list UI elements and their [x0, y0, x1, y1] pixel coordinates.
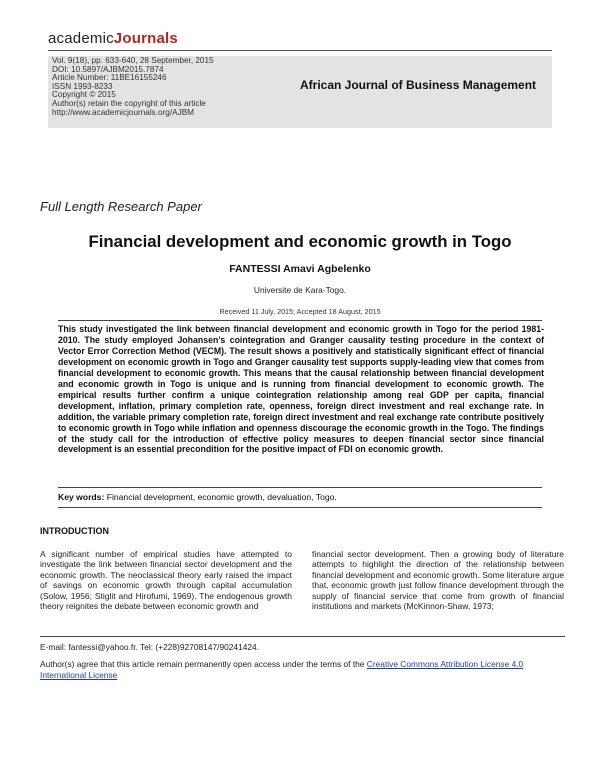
article-type: Full Length Research Paper — [40, 199, 202, 214]
received-dates: Received 11 July, 2015; Accepted 18 August, 2015 — [219, 307, 381, 316]
author-affiliation: Universite de Kara-Togo. — [253, 285, 347, 295]
journal-logo — [48, 30, 178, 47]
keywords-line — [58, 492, 337, 502]
license-text: Author(s) agree that this article remain permanently open access under the terms of the — [40, 659, 367, 669]
keywords-top-divider — [58, 487, 542, 488]
introduction-column-right: financial sector development. Then a growing body of literature attempts to highlight the direction of the relationship between financial development and economic growth. Some literature argue that, economic growth just follow finance development through the supply of financial service that come from growth of financial institutions and markets (McKinnon-Shaw, 1973; — [312, 549, 564, 612]
logo-text-academic: academic — [48, 30, 114, 47]
keywords-text: Financial development, economic growth, devaluation, Togo. — [106, 492, 337, 502]
author-name: FANTESSI Amavi Agbelenko — [229, 263, 371, 275]
corresponding-email: E-mail: fantessi@yahoo.fr. Tel: (+228)92708147/90241424. — [40, 642, 260, 652]
journal-name: African Journal of Business Management — [300, 78, 537, 92]
introduction-heading: INTRODUCTION — [40, 526, 109, 536]
paper-title: Financial development and economic growth in Togo — [88, 232, 512, 251]
license-link[interactable]: Creative Commons Attribution License 4.0 International License — [40, 659, 524, 681]
meta-journal-url[interactable]: http://www.academicjournals.org/AJBM — [52, 107, 194, 117]
keywords-label: Key words: — [58, 492, 105, 502]
license-notice — [40, 659, 565, 681]
logo-text-journals: Journals — [113, 30, 178, 47]
meta-copyright-note: Author(s) retain the copyright of this article — [52, 98, 206, 108]
article-meta-list — [52, 57, 214, 117]
introduction-column-left: A significant number of empirical studies have attempted to investigate the link between financial sector development and the economic growth. The neoclassical theory early raised the impact of savings on economic growth through capital accumulation (Solow, 1956; Stiglit and Hirofumi, 1969). The endogenous growth theory reignites the debate between economic growth and — [40, 549, 292, 612]
abstract-top-divider — [58, 320, 542, 321]
meta-volume: Vol. 9(18), pp. 633-640, 28 September, 2015 — [52, 56, 214, 65]
meta-issn: ISSN 1993-8233 — [52, 81, 113, 91]
abstract-text: This study investigated the link between financial development and economic growth in Togo for the period 1981-2010. The study employed Johansen’s cointegration and Granger causality testing procedure in the context of Vector Error Correction Method (VECM). The result shows a positively and statistically significant effect of financial development on economic growth in Togo and Granger causality test supports supply-leading view that comes from financial development to economic growth. This means that the causal relationship between financial development and economic growth in Togo is unique and is running from financial development to economic growth. The empirical results further confirm a unique cointegration relationship among real GDP per capita, financial development, inflation, primary completion rate, openness, foreign direct investment and real exchange rate. In addition, the variable primary completion rate, foreign direct investment and real exchange rate contribute positively to economic growth in Togo while inflation and openness discourage the economic growth in the Togo. The findings of the study call for the introduction of effective policy measures to deepen financial sector since financial development is an essential precondition for the positive impact of FDI on economic growth. — [58, 324, 544, 455]
keywords-bottom-divider — [58, 507, 542, 508]
meta-article-number: Article Number: 11BE16155246 — [52, 73, 167, 83]
meta-doi[interactable]: DOI: 10.5897/AJBM2015.7874 — [52, 64, 164, 74]
footer-divider — [40, 636, 565, 637]
header-divider — [48, 50, 552, 51]
meta-copyright: Copyright © 2015 — [52, 90, 116, 100]
